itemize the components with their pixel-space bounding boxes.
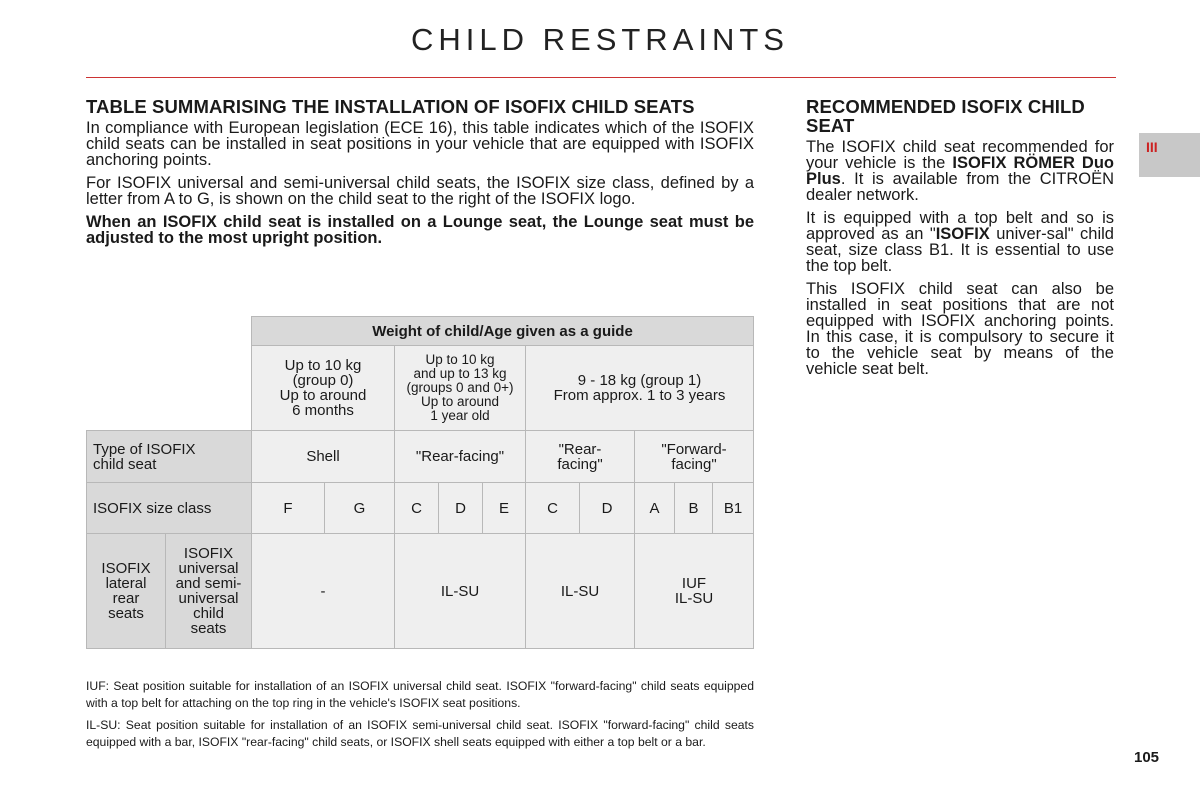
title-divider <box>86 77 1116 78</box>
footnote-il-su: IL-SU: Seat position suitable for installation of an ISOFIX semi-universal child seat. ISOFIX "forward-facing" child seats equipped with a bar, ISOFIX "rear-facing" child seats, or ISOFIX shell seats equipped with either a top belt or a bar. <box>86 718 754 749</box>
paragraph-recommended-seat: The ISOFIX child seat recommended for your vehicle is the ISOFIX RÖMER Duo Plus. It is available from the CITROËN dealer network. <box>806 138 1115 204</box>
isofix-summary-table <box>86 316 754 649</box>
paragraph-compliance: In compliance with European legislation (ECE 16), this table indicates which of the ISOFIX child seats can be installed in seat positions in your vehicle that are equipped with ISOFIX anchoring points. <box>86 119 754 169</box>
chapter-tab-label: III <box>1146 139 1158 155</box>
result-cell: IUF IL-SU <box>635 534 754 649</box>
seat-type-sublabel: ISOFIX universal and semi- universal child seats <box>166 534 252 649</box>
paragraph-lounge-warning: When an ISOFIX child seat is installed on a Lounge seat, the Lounge seat must be adjusted to the most upright position. <box>86 213 754 247</box>
type-cell: "Rear-facing" <box>395 431 526 483</box>
product-name: ISOFIX RÖMER Duo Plus <box>806 154 1115 188</box>
section-heading-table: TABLE SUMMARISING THE INSTALLATION OF ISOFIX CHILD SEATS <box>86 96 695 117</box>
table-header-weight: Weight of child/Age given as a guide <box>252 317 754 346</box>
type-cell: "Rear- facing" <box>526 431 635 483</box>
paragraph-top-belt: It is equipped with a top belt and so is approved as an "ISOFIX univer-sal" child seat, size class B1. It is essential to use the top belt. <box>806 209 1114 275</box>
size-class-cell: B1 <box>713 483 754 534</box>
size-class-cell: B <box>675 483 713 534</box>
left-column <box>86 97 754 253</box>
size-class-row-label: ISOFIX size class <box>87 483 252 534</box>
size-class-cell: D <box>439 483 483 534</box>
right-column <box>806 97 1114 384</box>
page-title: CHILD RESTRAINTS <box>411 22 789 57</box>
group-0plus-header: Up to 10 kg and up to 13 kg (groups 0 and 0+) Up to around 1 year old <box>395 346 526 431</box>
type-row-label: Type of ISOFIX child seat <box>87 431 252 483</box>
section-heading-recommended: RECOMMENDED ISOFIX CHILD SEAT <box>806 96 1085 136</box>
paragraph-non-isofix-use: This ISOFIX child seat can also be installed in seat positions that are not equipped with ISOFIX anchoring points. In this case, it is compulsory to secure it to the vehicle seat by means of the vehicle seat belt. <box>806 280 1114 378</box>
type-cell: "Forward- facing" <box>635 431 754 483</box>
result-cell: IL-SU <box>395 534 526 649</box>
chapter-tab[interactable] <box>1139 133 1200 177</box>
type-cell: Shell <box>252 431 395 483</box>
paragraph-size-class: For ISOFIX universal and semi-universal child seats, the ISOFIX size class, defined by a letter from A to G, is shown on the child seat to the right of the ISOFIX logo. <box>86 174 754 208</box>
footnote-iuf: IUF: Seat position suitable for installation of an ISOFIX universal child seat. ISOFIX "forward-facing" child seats equipped with a top belt for attaching on the top ring in the vehicle's ISOFIX seat positions. <box>86 679 754 710</box>
seat-position-label: ISOFIX lateral rear seats <box>87 534 166 649</box>
size-class-cell: C <box>526 483 580 534</box>
result-cell: - <box>252 534 395 649</box>
size-class-cell: F <box>252 483 325 534</box>
size-class-cell: C <box>395 483 439 534</box>
group-1-header: 9 - 18 kg (group 1) From approx. 1 to 3 years <box>526 346 754 431</box>
group-0-header: Up to 10 kg (group 0) Up to around 6 months <box>252 346 395 431</box>
page-number: 105 <box>1134 749 1160 766</box>
result-cell: IL-SU <box>526 534 635 649</box>
size-class-cell: A <box>635 483 675 534</box>
size-class-cell: D <box>580 483 635 534</box>
size-class-cell: G <box>325 483 395 534</box>
table-footnotes <box>86 678 754 756</box>
size-class-cell: E <box>483 483 526 534</box>
